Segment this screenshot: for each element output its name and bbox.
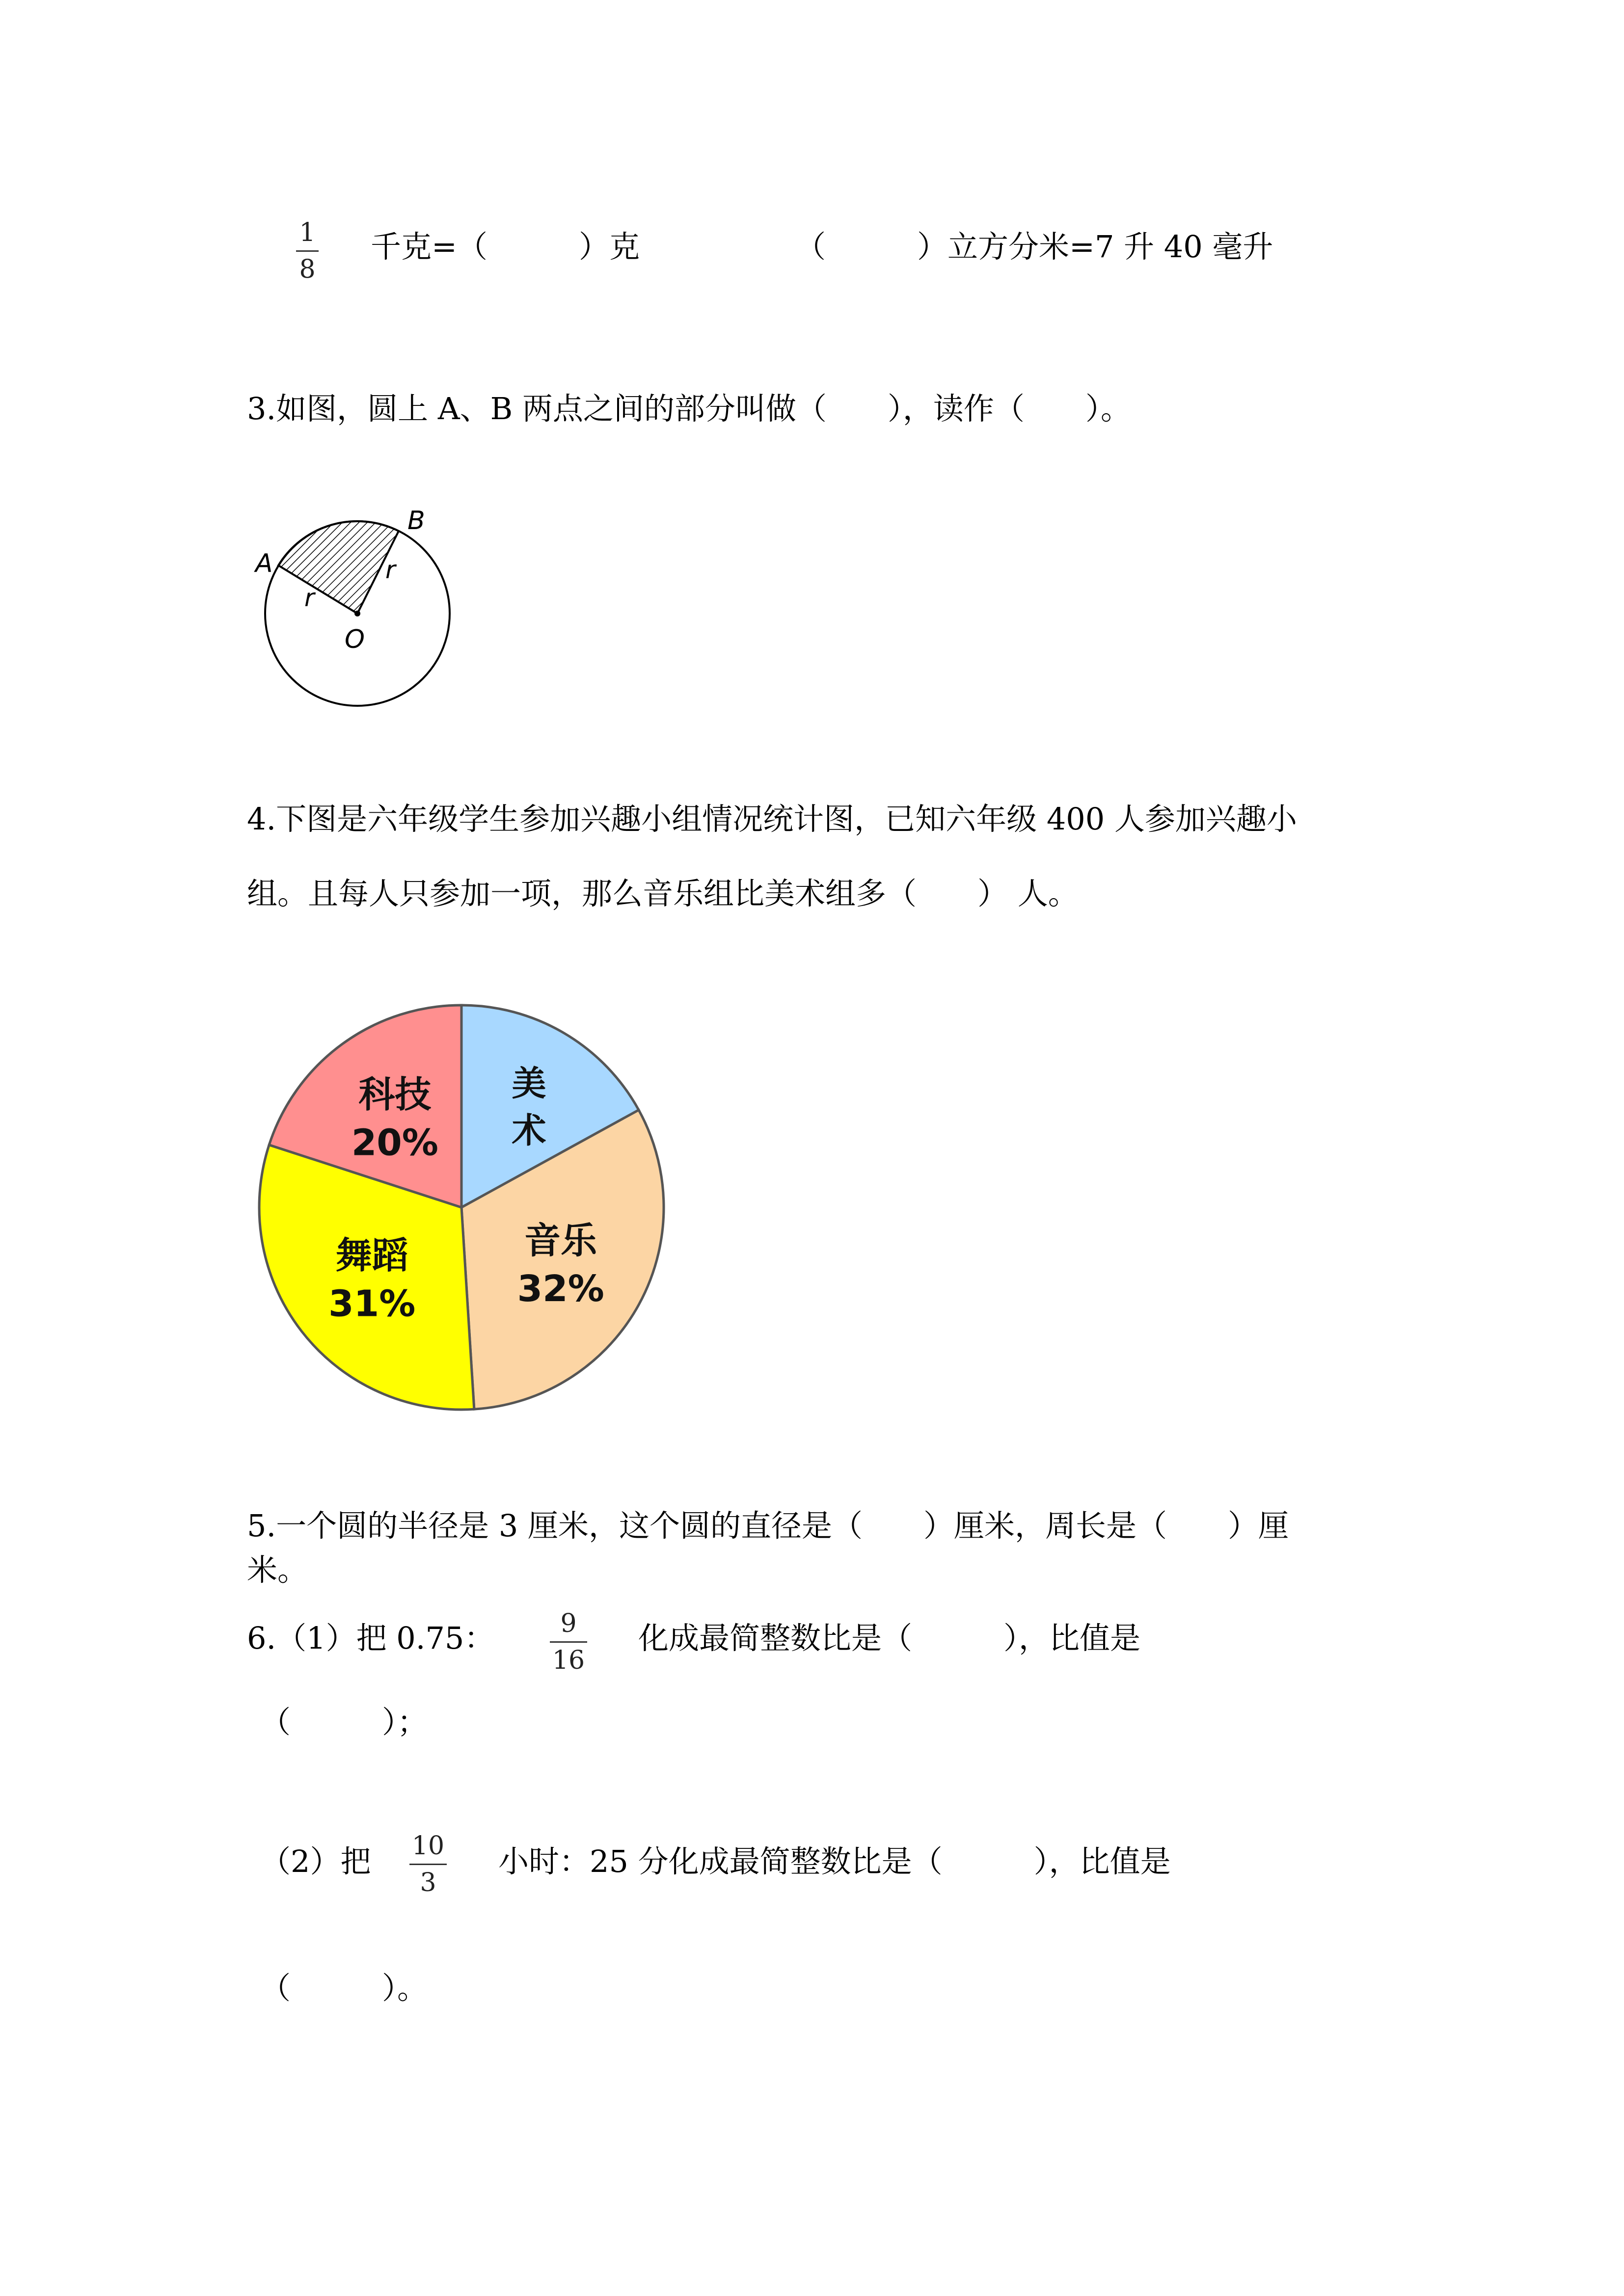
pie-slice-label-1: 音乐 [524, 1220, 597, 1262]
circle-sector-figure [250, 506, 461, 717]
pie-slice-label-0: 美术 [512, 1063, 546, 1151]
center-point [354, 611, 360, 616]
fraction-numerator: 10 [411, 1831, 445, 1861]
pie-slice-value-3: 20% [351, 1121, 438, 1164]
fraction-bar [409, 1864, 447, 1865]
fraction-bar [296, 250, 319, 252]
fraction-nine-sixteenths [550, 1611, 587, 1673]
pie-slice-value-1: 32% [517, 1268, 604, 1310]
question-4-line-2: 组。且每人只参加一项，那么音乐组比美术组多（ ） 人。 [247, 876, 1079, 911]
fraction-denominator: 3 [420, 1868, 436, 1897]
line1-volume: （ ）立方分米=7 升 40 毫升 [795, 229, 1273, 265]
question-4-line-1: 4.下图是六年级学生参加兴趣小组情况统计图，已知六年级 400 人参加兴趣小 [247, 801, 1297, 837]
question-6-part-2-suffix: 小时：25 分化成最简整数比是（ ），比值是 [498, 1843, 1171, 1879]
fraction-denominator: 8 [299, 255, 316, 284]
shaded-sector [278, 521, 399, 614]
question-3-text: 3.如图，圆上 A、B 两点之间的部分叫做（ ），读作（ ）。 [247, 391, 1131, 427]
question-6-part-1-prefix: 6.（1）把 0.75： [247, 1620, 495, 1656]
label-r-left: r [304, 584, 315, 612]
pie-slice-value-2: 31% [328, 1282, 416, 1325]
question-5-line-2: 米。 [247, 1552, 308, 1588]
fraction-numerator: 9 [560, 1609, 577, 1638]
label-a: A [255, 549, 273, 578]
fraction-one-eighth [296, 220, 319, 282]
question-6-part-2-prefix: （2）把 [260, 1843, 371, 1879]
question-6-part-1-blank: （ ）； [260, 1704, 428, 1740]
question-6-part-2-blank: （ ）。 [260, 1970, 428, 2006]
fraction-numerator: 1 [299, 218, 316, 247]
label-b: B [407, 506, 425, 535]
pie-slice-label-2: 舞蹈 [335, 1234, 408, 1277]
line1-kg-to-g: 千克=（ ）克 [371, 229, 640, 265]
fraction-bar [550, 1641, 587, 1643]
question-6-part-1-suffix: 化成最简整数比是（ ），比值是 [638, 1620, 1141, 1656]
fraction-ten-thirds [409, 1833, 447, 1896]
pie-chart [245, 991, 677, 1423]
label-o: O [345, 625, 365, 654]
label-r-right: r [385, 556, 396, 584]
pie-slice-label-3: 科技 [358, 1073, 432, 1116]
question-5-line-1: 5.一个圆的半径是 3 厘米，这个圆的直径是（ ）厘米，周长是（ ）厘 [247, 1508, 1289, 1544]
fraction-denominator: 16 [552, 1646, 585, 1675]
